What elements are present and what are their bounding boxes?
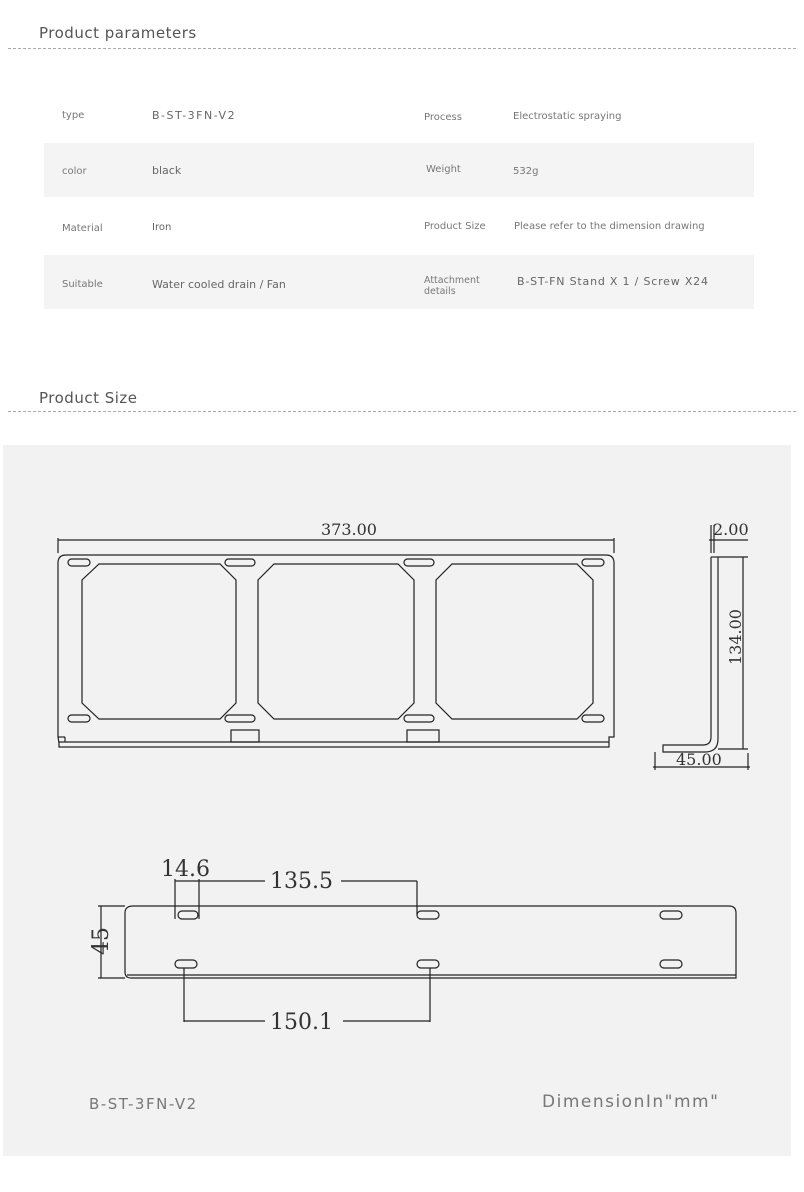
fan-opening xyxy=(436,564,593,719)
mounting-slot xyxy=(417,960,439,968)
param-value: Iron xyxy=(152,222,172,233)
param-label: Weight xyxy=(426,164,461,175)
mounting-slot xyxy=(417,911,439,919)
dimension-drawing xyxy=(3,445,791,1156)
mounting-slot xyxy=(178,911,198,919)
mounting-slot xyxy=(225,559,255,566)
units-label: DimensionIn"mm" xyxy=(542,1092,720,1112)
mounting-slot xyxy=(175,960,197,968)
mounting-slot xyxy=(404,715,434,722)
param-value: Water cooled drain / Fan xyxy=(152,278,286,291)
param-label: Suitable xyxy=(62,279,103,290)
mounting-slot xyxy=(68,559,90,566)
dimension-drawing-panel xyxy=(3,445,791,1156)
param-value: Please refer to the dimension drawing xyxy=(514,221,705,232)
dim-label-lower-spacing: 150.1 xyxy=(270,1010,333,1035)
table-row xyxy=(44,143,754,197)
mounting-slot xyxy=(660,960,682,968)
dim-label-width: 373.00 xyxy=(321,520,377,539)
dim-label-bottom-height: 45 xyxy=(89,927,114,955)
dim-label-hole-offset: 14.6 xyxy=(161,857,210,882)
side-bracket-profile xyxy=(663,557,718,752)
size-title: Product Size xyxy=(39,389,138,407)
param-value: 532g xyxy=(513,166,539,177)
dim-label-depth: 45.00 xyxy=(676,750,722,769)
tab-cutout xyxy=(407,730,439,742)
mounting-slot xyxy=(582,559,604,566)
size-divider xyxy=(8,411,796,412)
mounting-slot xyxy=(660,911,682,919)
dim-label-thickness: 2.00 xyxy=(713,520,749,539)
param-value: B-ST-FN Stand X 1 / Screw X24 xyxy=(517,275,709,288)
param-label: Material xyxy=(62,223,103,234)
parameters-title: Product parameters xyxy=(39,24,197,42)
fan-opening xyxy=(82,564,236,719)
param-label: Product Size xyxy=(424,221,486,232)
front-plate-outline xyxy=(58,555,614,747)
bottom-plate-outline xyxy=(125,906,736,978)
dim-label-top-spacing: 135.5 xyxy=(270,869,333,894)
model-label: B-ST-3FN-V2 xyxy=(89,1095,198,1113)
param-value: Electrostatic spraying xyxy=(513,111,622,122)
param-value: black xyxy=(152,164,182,177)
parameters-divider xyxy=(8,48,796,49)
fan-opening xyxy=(258,564,414,719)
param-label: Process xyxy=(424,112,462,123)
mounting-slot xyxy=(582,715,604,722)
mounting-slot xyxy=(225,715,255,722)
table-row xyxy=(44,255,754,309)
table-row xyxy=(44,90,754,144)
param-label: color xyxy=(62,166,87,177)
mounting-slot xyxy=(68,715,90,722)
param-value: B-ST-3FN-V2 xyxy=(152,109,237,122)
param-label: type xyxy=(62,110,85,121)
table-row xyxy=(44,199,754,253)
dim-label-height: 134.00 xyxy=(726,609,745,665)
mounting-slot xyxy=(404,559,434,566)
param-label: Attachment details xyxy=(424,275,480,297)
tab-cutout xyxy=(231,730,259,742)
